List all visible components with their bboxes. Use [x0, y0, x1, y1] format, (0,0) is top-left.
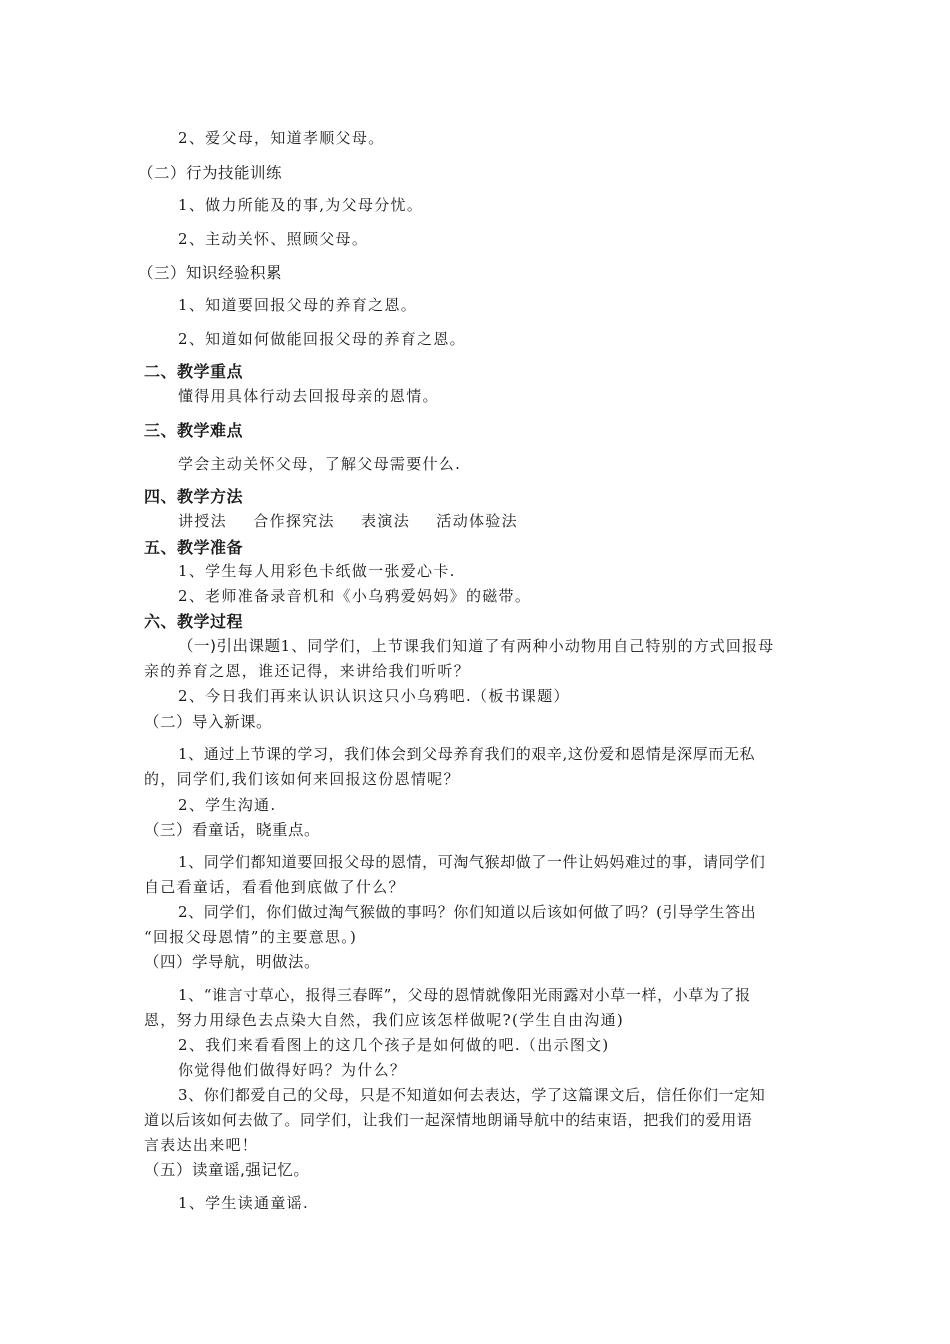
text-line: 2、学生沟通. [178, 796, 277, 814]
text-line: 1、做力所能及的事,为父母分忧。 [178, 196, 424, 214]
text-line: 自己看童话，看看他到底做了什么？ [144, 878, 405, 896]
text-line: 1、知道要回报父母的养育之恩。 [178, 296, 418, 314]
section-subheading: （三）知识经验积累 [138, 264, 283, 282]
text-line: 2、老师准备录音机和《小乌鸦爱妈妈》的磁带。 [178, 587, 532, 605]
section-subheading: （四）学导航，明做法。 [144, 953, 321, 971]
section-heading: 二、教学重点 [144, 362, 244, 381]
text-line: 讲授法 合作探究法 表演法 活动体验法 [178, 512, 518, 530]
text-line: 言表达出来吧！ [144, 1136, 259, 1154]
text-line: 2、今日我们再来认识认识这只小乌鸦吧.（板书课题） [178, 687, 570, 705]
section-heading: 六、教学过程 [144, 612, 244, 631]
text-line: 1、同学们都知道要回报父母的恩情，可淘气猴却做了一件让妈妈难过的事，请同学们 [178, 853, 766, 871]
text-line: 1、学生读通童谣. [178, 1194, 310, 1212]
text-line: 2、同学们，你们做过淘气猴做的事吗？你们知道以后该如何做了吗？(引导学生答出 [178, 903, 757, 921]
text-line: 懂得用具体行动去回报母亲的恩情。 [178, 387, 439, 405]
section-subheading: （三）看童话，晓重点。 [144, 821, 321, 839]
text-line: 1、通过上节课的学习，我们体会到父母养育我们的艰辛,这份爱和恩情是深厚而无私 [178, 745, 756, 763]
text-line: 你觉得他们做得好吗？为什么？ [178, 1061, 407, 1079]
text-line: “回报父母恩情”的主要意思。) [144, 928, 358, 946]
text-line: 2、我们来看看图上的这几个孩子是如何做的吧.（出示图文) [178, 1036, 610, 1054]
section-subheading: （二）行为技能训练 [138, 164, 283, 182]
text-line: 2、爱父母，知道孝顺父母。 [178, 129, 385, 147]
text-line: 1、学生每人用彩色卡纸做一张爱心卡. [178, 562, 456, 580]
section-subheading: （二）导入新课。 [144, 713, 273, 731]
section-subheading: （一)引出课题 [178, 637, 281, 655]
section-subheading: （五）读童谣,强记忆。 [144, 1161, 310, 1179]
section-heading: 五、教学准备 [144, 538, 244, 557]
text-line: 的，同学们,我们该如何来回报这份恩情呢？ [144, 770, 460, 788]
text-line: 学会主动关怀父母，了解父母需要什么. [178, 455, 462, 473]
text-line: 道以后该如何去做了。同学们，让我们一起深情地朗诵导航中的结束语，把我们的爱用语 [144, 1111, 753, 1129]
section-heading: 三、教学难点 [144, 421, 244, 440]
text-line: 1、“谁言寸草心，报得三春晖”，父母的恩情就像阳光雨露对小草一样，小草为了报 [178, 986, 751, 1004]
text-line: 2、主动关怀、照顾父母。 [178, 230, 369, 248]
section-heading: 四、教学方法 [144, 487, 244, 506]
text-line: 3、你们都爱自己的父母，只是不知道如何去表达，学了这篇课文后，信任你们一定知 [178, 1086, 766, 1104]
text-line [178, 634, 806, 656]
text-line: 2、知道如何做能回报父母的养育之恩。 [178, 330, 466, 348]
text-span: 1、同学们，上节课我们知道了有两种小动物用自己特别的方式回报母 [280, 637, 775, 655]
text-line: 亲的养育之恩，谁还记得，来讲给我们听听？ [144, 662, 471, 680]
text-line: 恩，努力用绿色去点染大自然，我们应该怎样做呢?(学生自由沟通) [144, 1011, 625, 1029]
